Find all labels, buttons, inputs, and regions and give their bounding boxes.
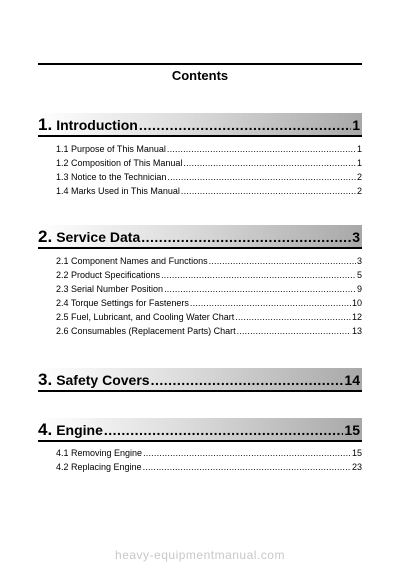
page-title: Contents	[171, 68, 229, 83]
dot-leader	[141, 229, 351, 245]
toc-entry-page: 5	[356, 270, 362, 280]
toc-entry-page: 2	[356, 172, 362, 182]
toc-entry-page: 9	[356, 284, 362, 294]
toc-entry-title: 1.3 Notice to the Technician	[56, 172, 167, 182]
chapter-title: Safety Covers	[56, 372, 150, 388]
toc-entry[interactable]	[56, 186, 362, 196]
dot-leader	[181, 186, 356, 196]
toc-entry-title: 1.4 Marks Used in This Manual	[56, 186, 180, 196]
toc-entry-page: 15	[351, 448, 362, 458]
toc-entry[interactable]	[56, 144, 362, 154]
dot-leader	[151, 372, 344, 388]
chapter-title: Engine	[56, 422, 103, 438]
dot-leader	[104, 422, 344, 438]
toc-entry-page: 1	[356, 144, 362, 154]
dot-leader	[167, 144, 356, 154]
toc-entry-title: 2.5 Fuel, Lubricant, and Cooling Water Chart	[56, 312, 235, 322]
chapter-page: 3	[352, 229, 360, 245]
toc-entry-page: 12	[351, 312, 362, 322]
toc-entry-page: 13	[351, 326, 362, 336]
toc-entry-page: 2	[356, 186, 362, 196]
chapter-number: 2.	[38, 227, 53, 246]
toc-entry[interactable]	[56, 172, 362, 182]
toc-entry-title: 2.3 Serial Number Position	[56, 284, 164, 294]
toc-entry[interactable]	[56, 270, 362, 280]
toc-entry-title: 4.1 Removing Engine	[56, 448, 143, 458]
toc-entry[interactable]	[56, 158, 362, 168]
top-rule	[38, 63, 362, 65]
toc-entry[interactable]	[56, 298, 362, 308]
toc-entry-title: 2.1 Component Names and Functions	[56, 256, 208, 266]
dot-leader	[190, 298, 351, 308]
toc-entry-title: 1.2 Composition of This Manual	[56, 158, 183, 168]
dot-leader	[209, 256, 356, 266]
toc-entry-title: 1.1 Purpose of This Manual	[56, 144, 166, 154]
toc-entry-page: 10	[351, 298, 362, 308]
chapter-page: 1	[352, 117, 360, 133]
chapter-title: Service Data	[56, 229, 141, 245]
dot-leader	[143, 448, 351, 458]
dot-leader	[161, 270, 356, 280]
toc-entry[interactable]	[56, 312, 362, 322]
chapter-title: Introduction	[56, 117, 138, 133]
chapter-number: 4.	[38, 420, 53, 439]
toc-entry-page: 1	[356, 158, 362, 168]
chapter-number: 1.	[38, 115, 53, 134]
chapter-heading-introduction[interactable]	[38, 113, 362, 137]
toc-entry[interactable]	[56, 462, 362, 472]
toc-entry[interactable]	[56, 284, 362, 294]
watermark-footer: heavy-equipmentmanual.com	[115, 548, 285, 562]
toc-entry[interactable]	[56, 256, 362, 266]
chapter-number: 3.	[38, 370, 53, 389]
toc-entry[interactable]	[56, 448, 362, 458]
toc-entry-title: 2.6 Consumables (Replacement Parts) Chart	[56, 326, 236, 336]
chapter-page: 14	[344, 372, 360, 388]
dot-leader	[235, 312, 351, 322]
toc-entry-title: 2.4 Torque Settings for Fasteners	[56, 298, 189, 308]
dot-leader	[143, 462, 351, 472]
dot-leader	[167, 172, 356, 182]
toc-entry-page: 3	[356, 256, 362, 266]
dot-leader	[237, 326, 351, 336]
toc-entry-page: 23	[351, 462, 362, 472]
toc-entry[interactable]	[56, 326, 362, 336]
chapter-page: 15	[344, 422, 360, 438]
toc-entry-title: 4.2 Replacing Engine	[56, 462, 142, 472]
chapter-heading-engine[interactable]	[38, 418, 362, 442]
dot-leader	[164, 284, 356, 294]
toc-entry-title: 2.2 Product Specifications	[56, 270, 161, 280]
chapter-heading-safety-covers[interactable]	[38, 368, 362, 392]
dot-leader	[139, 117, 351, 133]
dot-leader	[183, 158, 356, 168]
chapter-heading-service-data[interactable]	[38, 225, 362, 249]
